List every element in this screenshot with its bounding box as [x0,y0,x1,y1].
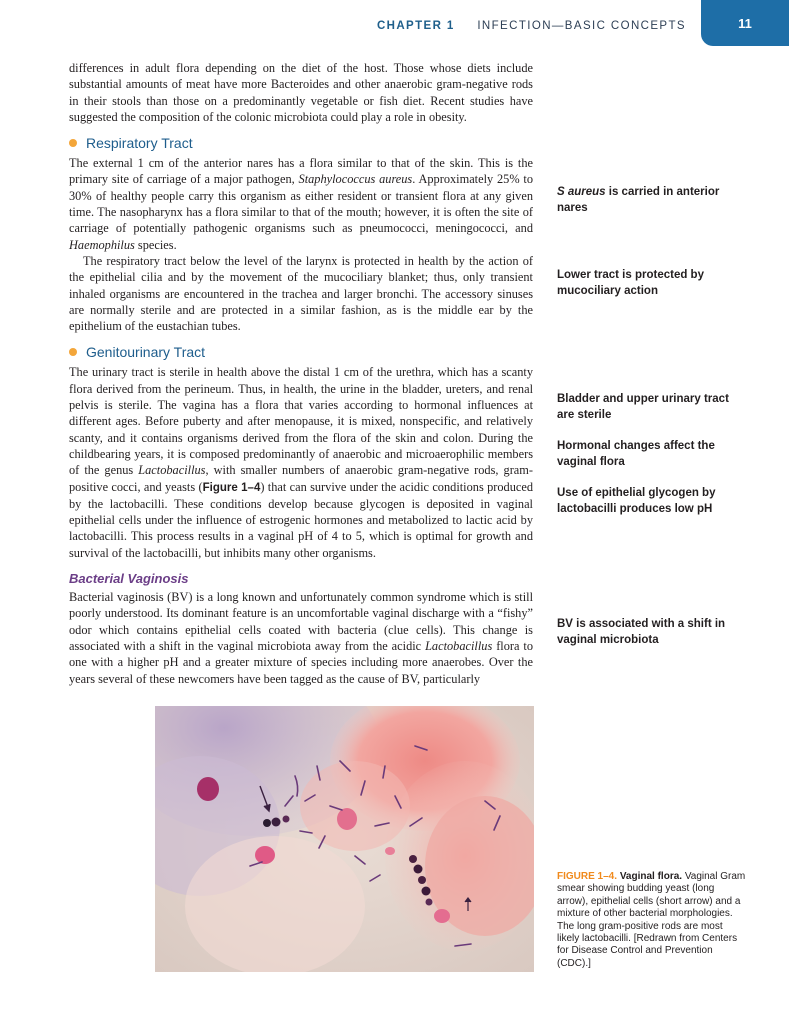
section-heading-respiratory [69,135,533,151]
text-run: ) that can survive under the acidic conditions produced by the lactobacilli. These conditions develop because glycogen is deposited in vaginal epithelial cells under the influence of estrogenic hormones and metabolized to lactic acid by lactobacilli. This process results in a vaginal pH of 4 to 5, which is optimal for growth and survival of the lactobacilli, but inhibits many other organisms. [69,479,534,560]
bullet-icon [69,348,77,356]
page-header [0,0,789,46]
text-run: Bacterial vaginosis (BV) is a long known and unfortunately common syndrome which is still poorly understood. Its dominant feature is an uncomfortable vaginal discharge with a “fishy” odor which contains epithelial cells coated with bacteria (clue cells). This change is associated with a shift in the vaginal microbiota away from the acidic [69,590,533,653]
figure-caption-text: Vaginal Gram smear showing budding yeast (long arrow), epithelial cells (short arrow) and a mixture of other bacterial morphologies. The long gram-positive rods are most likely lactobacilli. [Redrawn from Centers for Disease Control and Prevention (CDC).] [557,871,746,969]
section-heading-text: Respiratory Tract [86,135,193,152]
gram-smear-micrograph [155,706,534,972]
pink-epithelial-cell [300,761,410,851]
margin-note: Bladder and upper urinary tract are sterile [557,393,729,421]
italic-term: Lactobacillus [138,463,206,478]
text-run: The external 1 cm of the anterior nares has a flora similar to that of the skin. This is the primary site of carriage of a major pathogen, [69,156,533,187]
figure-title: Vaginal flora. [619,871,683,882]
figure-reference: Figure 1–4 [202,481,261,494]
italic-term: Haemophilus [69,237,135,252]
bv-paragraph [69,589,533,687]
text-run: , with smaller numbers of anaerobic gram-negative rods, gram-positive cocci, and yeasts ( [69,463,533,494]
stained-nucleus [197,777,219,801]
figure-number: FIGURE 1–4. [557,871,618,882]
italic-term: Lactobacillus [425,638,493,653]
stained-nucleus [434,909,450,923]
stained-nucleus [255,846,275,864]
respiratory-paragraph-1 [69,155,533,253]
margin-note-rest: is carried in anterior nares [557,186,720,214]
faint-epithelial-cell [185,836,365,972]
running-header [377,20,686,32]
genitourinary-paragraph [69,364,533,561]
margin-note: Hormonal changes affect the vaginal flora [557,440,715,468]
text-run: species. [134,237,177,252]
text-run: The urinary tract is sterile in health above the distal 1 cm of the urethra, which has a scanty flora derived from the perineum. Thus, in health, the urine in the bladder, ureters, and renal pelvis is sterile. The vagina has a flora that varies according to hormonal influences at different ages. Before puberty and after menopause, it is mixed, nonspecific, and relatively scanty, and it contains organisms derived from the flora of the skin and colon. During the childbearing years, it is composed predominantly of anaerobic and microaerophilic members of the genus [69,365,533,478]
section-heading-genitourinary [69,344,533,360]
subsection-heading-bv: Bacterial Vaginosis [69,571,189,587]
section-heading-text: Genitourinary Tract [86,344,206,361]
margin-note: Use of epithelial glycogen by lactobacilli produces low pH [557,487,716,515]
margin-note: BV is associated with a shift in vaginal microbiota [557,618,726,646]
bullet-icon [69,139,77,147]
page-number-tab [701,0,789,46]
stained-nucleus [337,808,357,830]
stained-nucleus [385,847,395,855]
respiratory-paragraph-2: The respiratory tract below the level of the larynx is protected in health by the action of the epithelial cilia and by the movement of the mucociliary blanket; thus, only transient inhaled organisms are encountered in the trachea and larger bronchi. The accessory sinuses are normally sterile and are protected in a similar fashion, as is the middle ear by the epithelium of the eustachian tubes. [69,253,533,334]
chapter-topic: INFECTION—BASIC CONCEPTS [477,20,686,32]
page-number: 11 [738,15,752,31]
intro-paragraph: differences in adult flora depending on the diet of the host. Those whose diets include substantial amounts of meat have more Bacteroides and other anaerobic gram-negative rods in their stools than those on a predominantly vegetable or fish diet. Recent studies have suggested the composition of the colonic microbiota could play a role in obesity. [69,61,533,124]
chapter-label: CHAPTER 1 [376,20,455,32]
main-text-column [69,60,533,687]
figure-caption [557,871,747,970]
margin-note [557,184,737,216]
text-run: . Approximately 25% to 30% of healthy people carry this organism as either resident or transient flora at any given time. The nasopharynx has a flora similar to that of the mouth; however, it is often the site of carriage of potentially pathogenic organisms such as pneumococci, meningococci, and [69,172,534,236]
text-run: flora to one with a higher pH and a greater mixture of species including more anaerobes. Over the years several of these newcomers have been tagged as the cause of BV, particularly [69,638,533,686]
italic-term: S aureus [557,186,606,198]
italic-term: Staphylococcus aureus [298,172,413,187]
margin-note: Lower tract is protected by mucociliary action [557,269,704,297]
